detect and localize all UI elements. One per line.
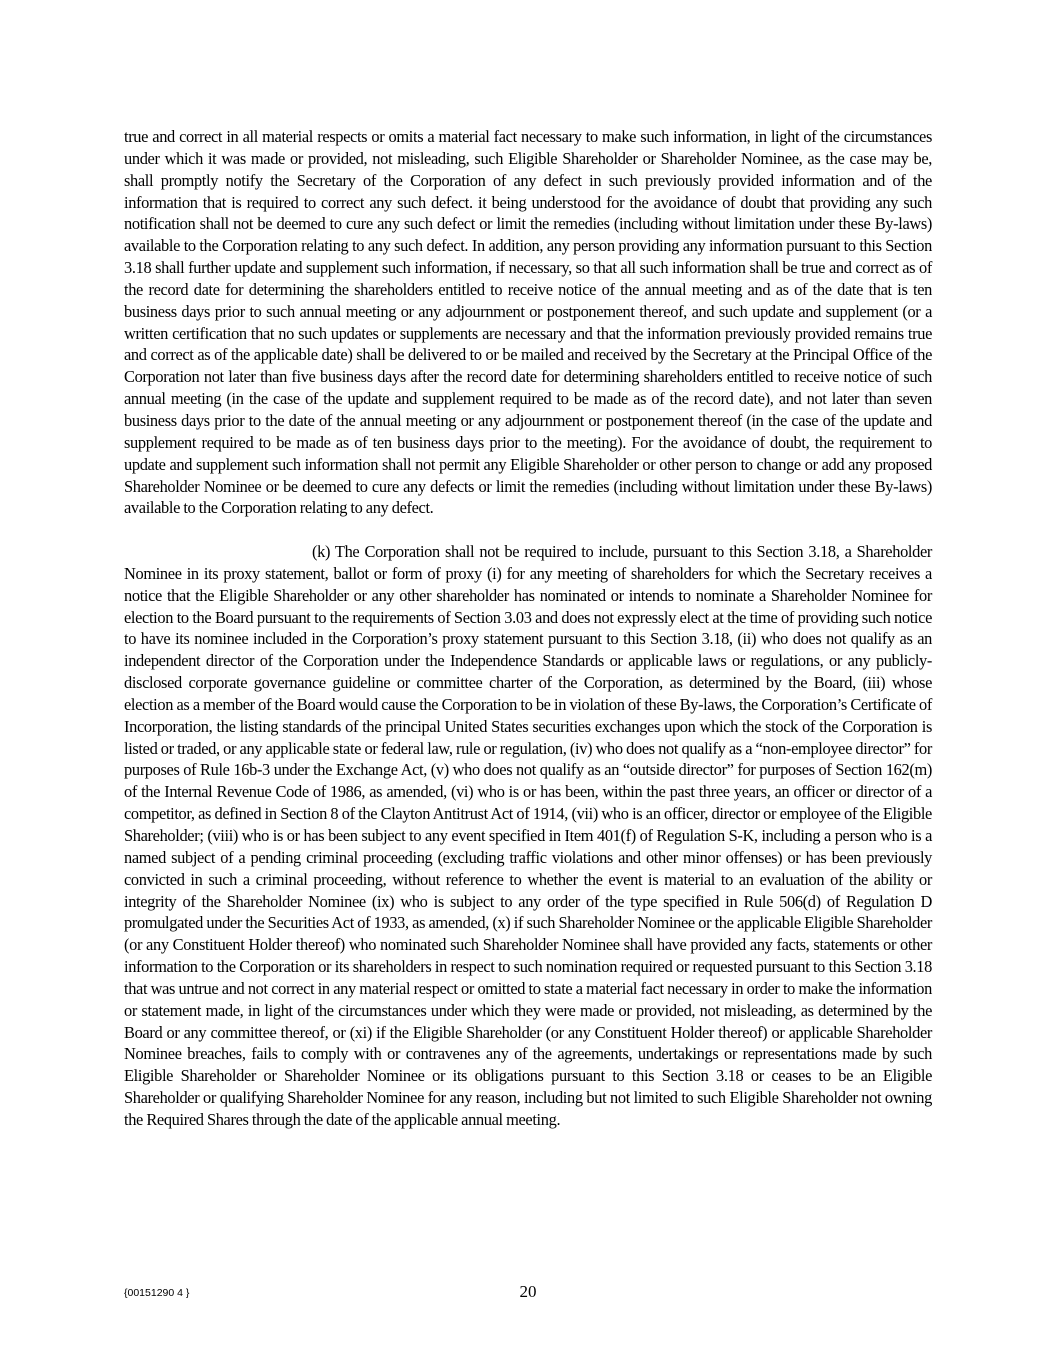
paragraph-k: (k) The Corporation shall not be required to include, pursuant to this Section 3.18, a Shareholder Nominee in its proxy statement, ballot or form of proxy (i) for any meeting of shareholders for which the Secretary receives a notice that the Eligible Shareholder or any other shareholder has nominated or intends to nominate a Shareholder Nominee for election to the Board pursuant to the requirements of Section 3.03 and does not expressly elect at the time of providing such notice to have its nominee included in the Corporation’s proxy statement pursuant to this Section 3.18, (ii) who does not qualify as an independent director of the Corporation under the Independence Standards or applicable laws or regulations, or any publicly-disclosed corporate governance guideline or committee charter of the Corporation, as determined by the Board, (iii) whose election as a member of the Board would cause the Corporation to be in violation of these By-laws, the Corporation’s Certificate of Incorporation, the listing standards of the principal United States securities exchanges upon which the stock of the Corporation is listed or traded, or any applicable state or federal law, rule or regulation, (iv) who does not qualify as a “non-employee director” for purposes of Rule 16b-3 under the Exchange Act, (v) who does not qualify as an “outside director” for purposes of Section 162(m) of the Internal Revenue Code of 1986, as amended, (vi) who is or has been, within the past three years, an officer or director of a competitor, as defined in Section 8 of the Clayton Antitrust Act of 1914, (vii) who is an officer, director or employee of the Eligible Shareholder; (viii) who is or has been subject to any event specified in Item 401(f) of Regulation S-K, including a person who is a named subject of a pending criminal proceeding (excluding traffic violations and other minor offenses) or has been previously convicted in such a criminal proceeding, without reference to whether the event is material to an evaluation of the ability or integrity of the Shareholder Nominee (ix) who is subject to any order of the type specified in Rule 506(d) of Regulation D promulgated under the Securities Act of 1933, as amended, (x) if such Shareholder Nominee or the applicable Eligible Shareholder (or any Constituent Holder thereof) who nominated such Shareholder Nominee shall have provided any facts, statements or other information to the Corporation or its shareholders in respect to such nomination required or requested pursuant to this Section 3.18 that was untrue and not correct in any material respect or omitted to state a material fact necessary in order to make the information or statement made, in light of the circumstances under which they were made or provided, not misleading, as determined by the Board or any committee thereof, or (xi) if the Eligible Shareholder (or any Constituent Holder thereof) or applicable Shareholder Nominee breaches, fails to comply with or contravenes any of the agreements, undertakings or representations made by such Eligible Shareholder or Shareholder Nominee or its obligations pursuant to this Section 3.18 or ceases to be an Eligible Shareholder or qualifying Shareholder Nominee for any reason, including but not limited to such Eligible Shareholder not owning the Required Shares through the date of the applicable annual meeting. <box>124 542 932 1129</box>
paragraph-continuation: true and correct in all material respects or omits a material fact necessary to make such information, in light of the circumstances under which it was made or provided, not misleading, such Eligible Shareholder or Shareholder Nominee, as the case may be, shall promptly notify the Secretary of the Corporation of any defect in such previously provided information and of the information that is required to correct any such defect. it being understood for the avoidance of doubt that providing any such notification shall not be deemed to cure any such defect or limit the remedies (including without limitation under these By-laws) available to the Corporation relating to any such defect. In addition, any person providing any information pursuant to this Section 3.18 shall further update and supplement such information, if necessary, so that all such information shall be true and correct as of the record date for determining the shareholders entitled to receive notice of the annual meeting and as of the date that is ten business days prior to such annual meeting or any adjournment or postponement thereof, and such update and supplement (or a written certification that no such updates or supplements are necessary and that the information previously provided remains true and correct as of the applicable date) shall be delivered to or be mailed and received by the Secretary at the Principal Office of the Corporation not later than five business days after the record date for determining shareholders entitled to receive notice of such annual meeting (in the case of the update and supplement required to be made as of the record date), and not later than seven business days prior to the date of the annual meeting or any adjournment or postponement thereof (in the case of the update and supplement required to be made as of ten business days prior to the meeting). For the avoidance of doubt, the requirement to update and supplement such information shall not permit any Eligible Shareholder or other person to change or add any proposed Shareholder Nominee or be deemed to cure any defects or limit the remedies (including without limitation under these By-laws) available to the Corporation relating to any defect. <box>124 127 932 518</box>
document-body <box>124 126 932 1131</box>
page-number: 20 <box>519 1282 537 1301</box>
footer-document-id: {00151290 4 } <box>124 1287 190 1299</box>
